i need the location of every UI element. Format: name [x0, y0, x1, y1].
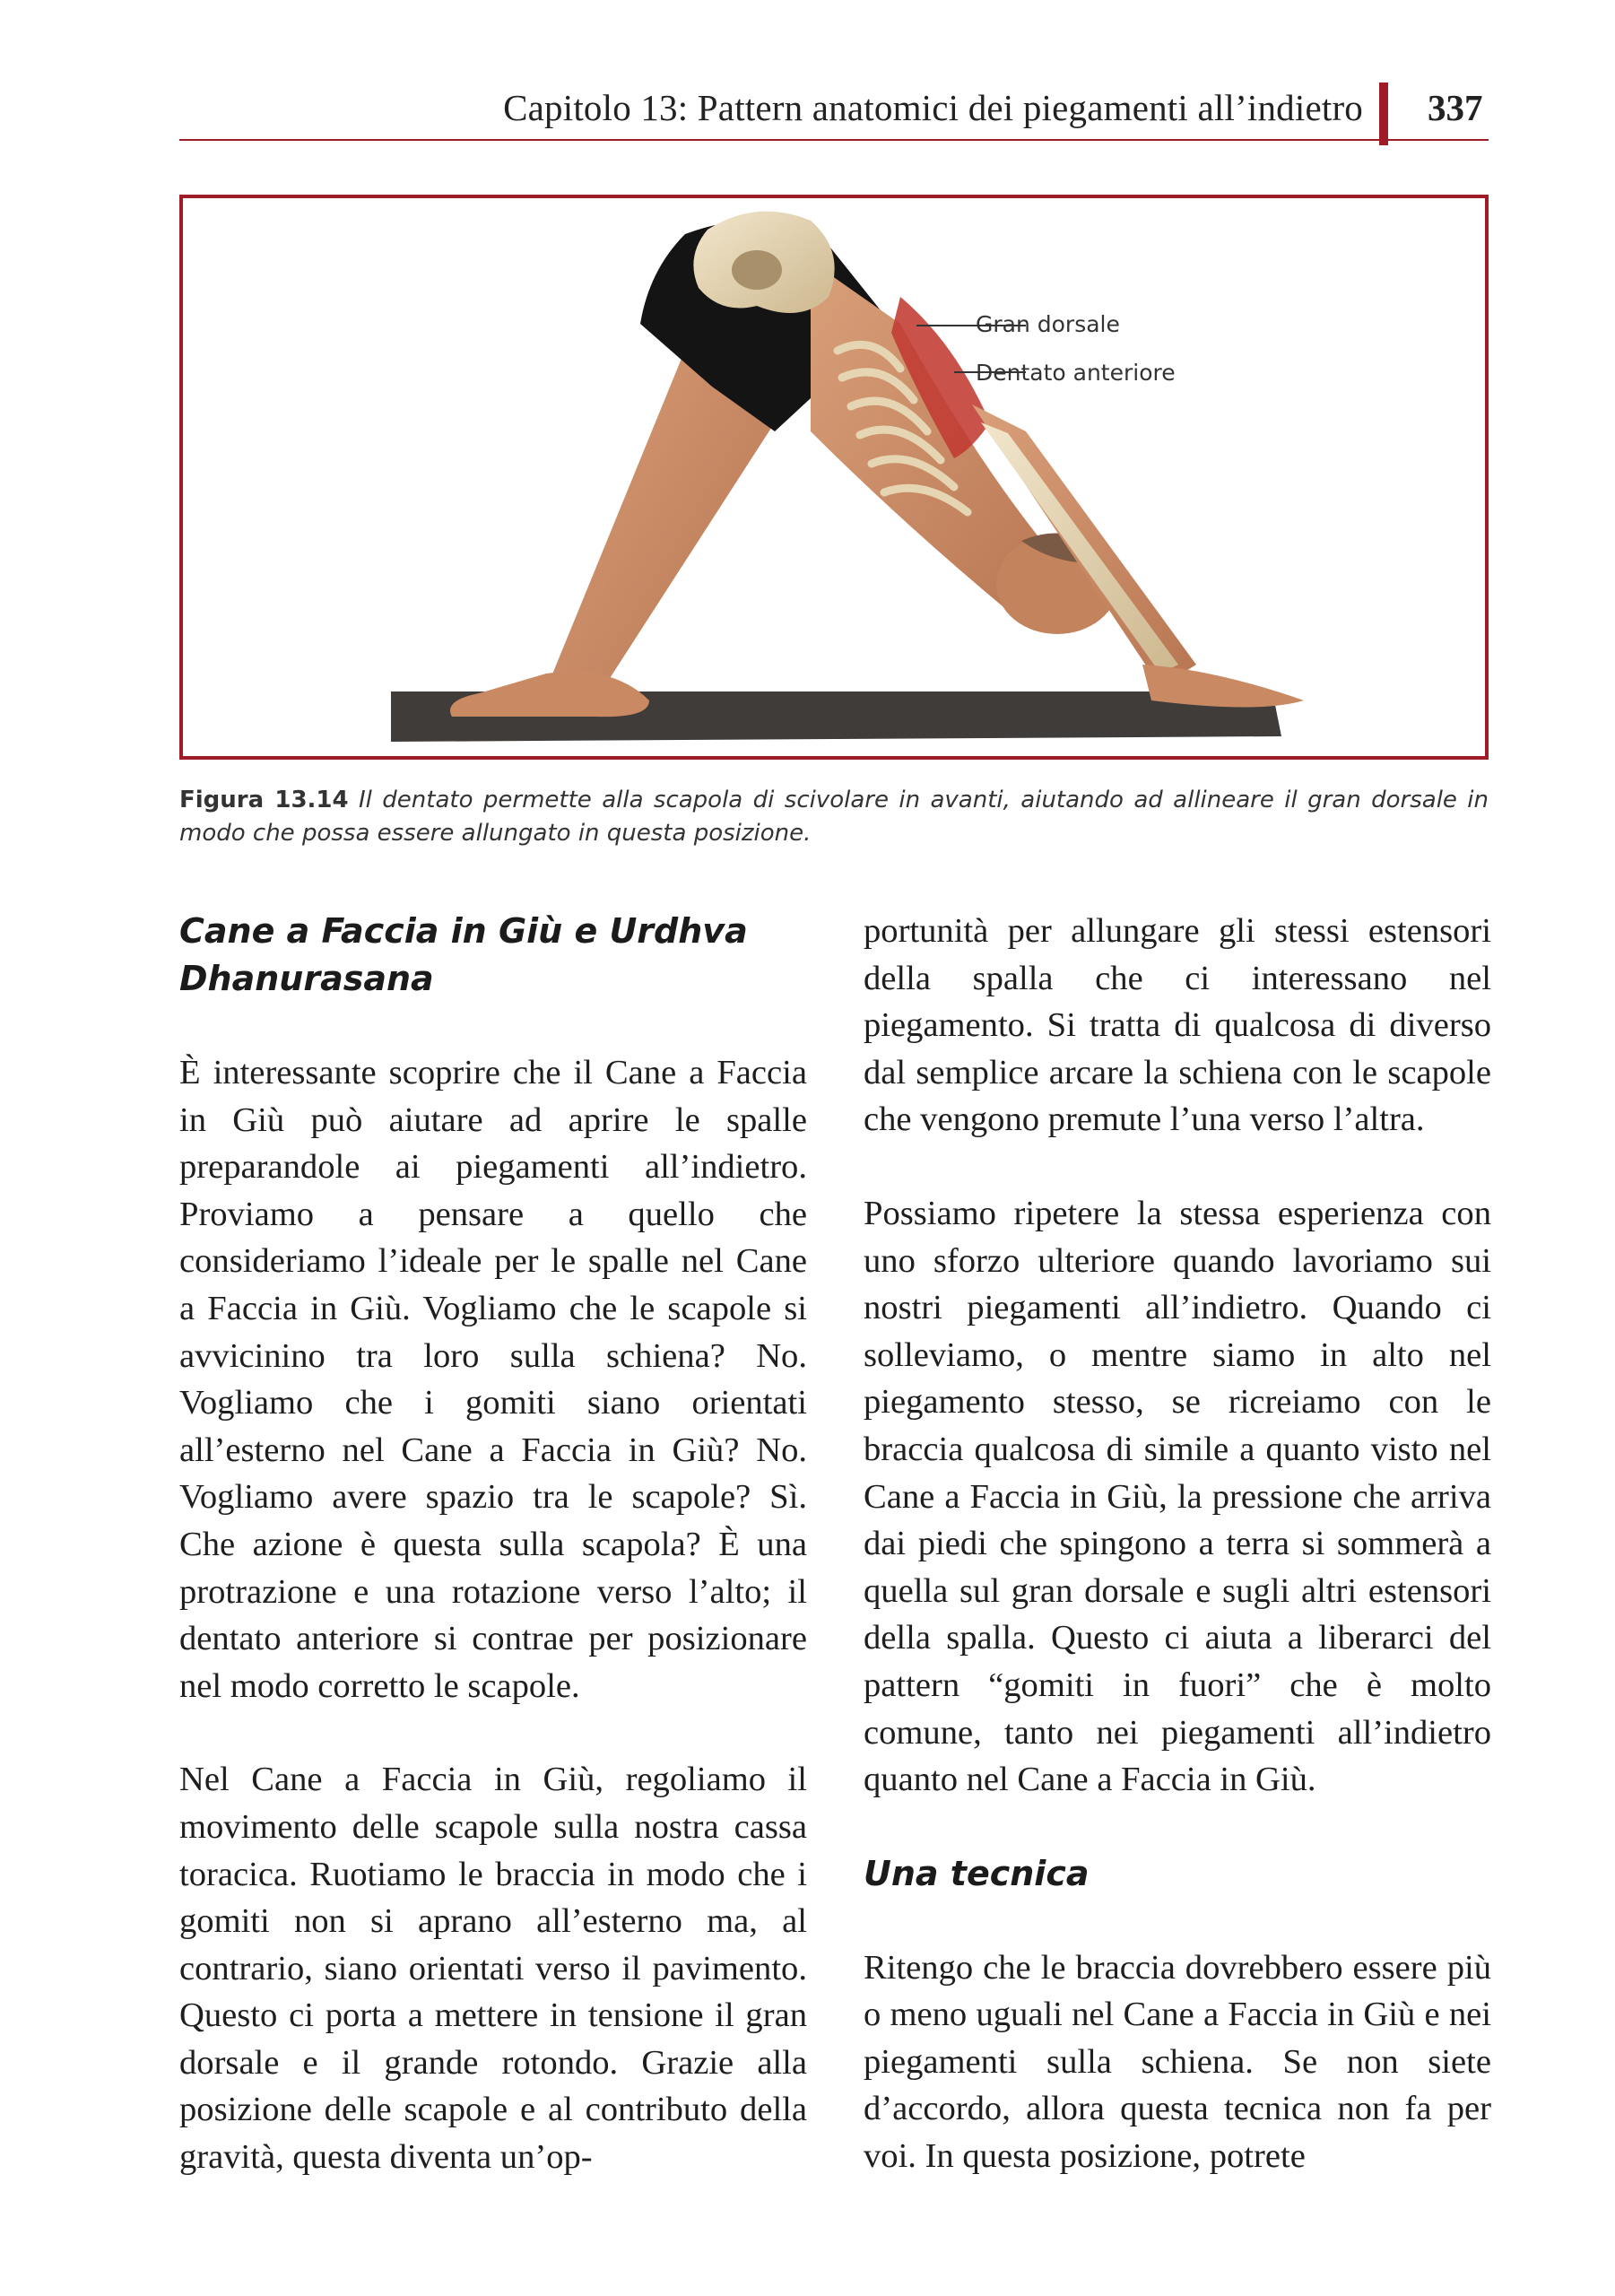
paragraph: È interessante scoprire che il Cane a Faccia in Giù può aiutare ad aprire le spalle preparandole ai piegamenti all’indietro. Proviamo a pensare a quello che consideriamo l’ideale per le spalle nel Cane a Faccia in Giù. Vogliamo che le scapole si avvicinino tra loro sulla schiena? No. Vogliamo che i gomiti siano orientati all’esterno nel Cane a Faccia in Giù? No. Vogliamo avere spazio tra le scapole? Sì. Che azione è questa sulla scapola? È una protrazione e una rotazione verso l’alto; il dentato anteriore si contrae per posizionare nel modo corretto le scapole. [179, 1054, 807, 1705]
header-rule [179, 139, 1489, 141]
paragraph: Nel Cane a Faccia in Giù, regoliamo il movimento delle scapole sulla nostra cassa toracica. Ruotiamo le braccia in modo che i gomiti non si aprano all’esterno ma, al contrario, siano orientati verso il pavimento. Questo ci porta a mettere in tensione il gran dorsale e il grande rotondo. Grazie alla posizione delle scapole e al contributo della gravità, questa diventa un’op- [179, 1761, 807, 2177]
paragraph: Ritengo che le braccia dovrebbero essere più o meno uguali nel Cane a Faccia in Giù e nei piegamenti sulla schiena. Se non siete d’accordo, allora questa tecnica non fa per voi. In questa posizione, potrete [864, 1948, 1491, 2176]
header-accent-bar [1379, 83, 1388, 145]
page-number: 337 [1428, 87, 1483, 128]
chapter-title: Capitolo 13: Pattern anatomici dei piegamenti all’indietro [503, 87, 1363, 128]
right-column [864, 908, 1491, 2180]
label-gran-dorsale: Gran dorsale [976, 311, 1120, 337]
caption-label: Figura 13.14 [179, 787, 349, 813]
left-column [179, 908, 807, 2181]
yoga-pose-illustration [183, 198, 1485, 756]
figure-frame [179, 195, 1489, 760]
section-heading: Cane a Faccia in Giù e Urdhva Dhanurasana [179, 911, 748, 998]
hand [1142, 665, 1304, 708]
figure-caption [179, 784, 1489, 850]
foot [450, 672, 649, 717]
section-heading: Una tecnica [864, 1853, 1090, 1893]
paragraph: portunità per allungare gli stessi estensori della spalla che ci interessano nel piegamento. Si tratta di qualcosa di diverso dal semplice arcare la schiena con le scapole che vengono premute l’una verso l’altra. [864, 912, 1491, 1139]
running-head [179, 86, 1363, 129]
caption-text: Il dentato permette alla scapola di scivolare in avanti, aiutando ad allineare il gran dorsale in modo che possa essere allungato in questa posizione. [179, 787, 1489, 847]
label-dentato-anteriore: Dentato anteriore [976, 360, 1176, 386]
paragraph: Possiamo ripetere la stessa esperienza con uno sforzo ulteriore quando lavoriamo sui nostri piegamenti all’indietro. Quando ci solleviamo, o mentre siamo in alto nel piegamento stesso, se ricreiamo con le braccia qualcosa di simile a quanto visto nel Cane a Faccia in Giù, la pressione che arriva dai piedi che spingono a terra si sommerà a quella sul gran dorsale e sugli altri estensori della spalla. Questo ci aiuta a liberarci del pattern “gomiti in fuori” che è molto comune, tanto nei piegamenti all’indietro quanto nel Cane a Faccia in Giù. [864, 1194, 1491, 1799]
